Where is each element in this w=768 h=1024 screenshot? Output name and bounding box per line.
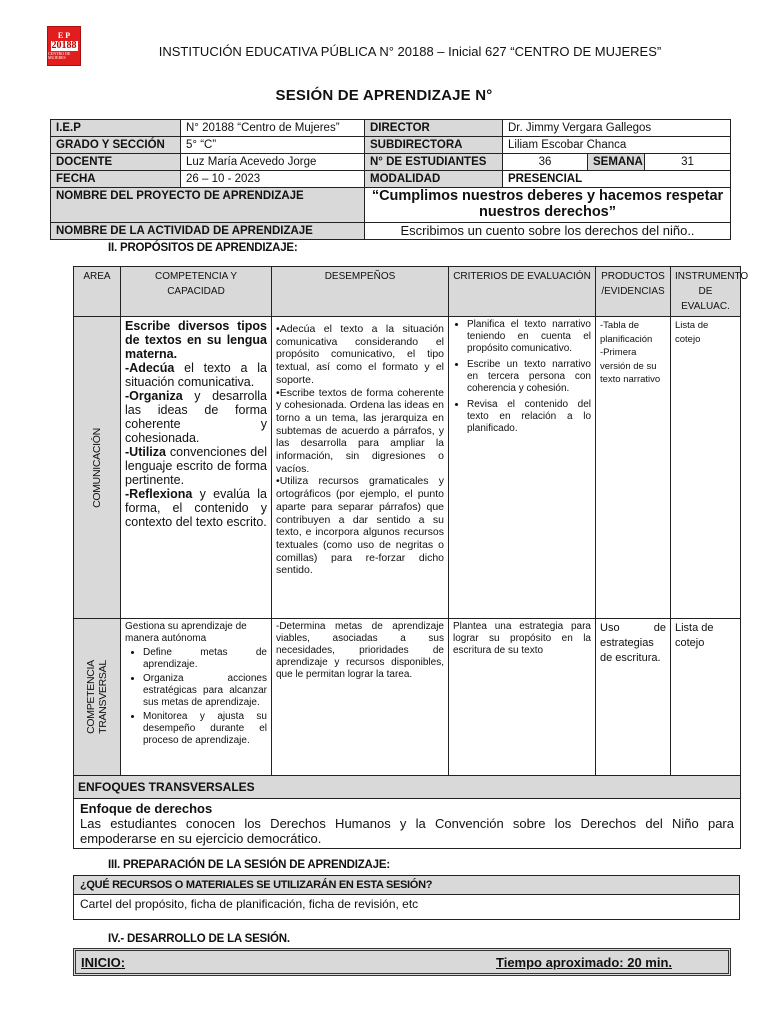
desempeno-item: •Escribe textos de forma coherente y cohesionada. Ordena las ideas en torno a un tema, las jerarquiza en subtemas de acuerdo a párrafos, y las desarrolla para ampliar la información, sin digresiones o vacíos. (276, 386, 444, 475)
area-transversal (74, 619, 121, 776)
header-competencia: COMPETENCIA Y CAPACIDAD (121, 267, 272, 317)
estudiantes-value: 36 (503, 154, 588, 171)
grado-value: 5° “C” (181, 137, 365, 154)
fecha-label: FECHA (51, 171, 181, 188)
cap-utiliza-bold: -Utiliza (125, 445, 166, 459)
desempeno-transversal: -Determina metas de aprendizaje viables, asociadas a sus necesidades, prioridades de aprendizaje y recursos disponibles, que le permitan lograr la tarea. (272, 619, 449, 776)
fecha-value: 26 – 10 - 2023 (181, 171, 365, 188)
docente-value: Luz María Acevedo Jorge (181, 154, 365, 171)
header-instrumento: INSTRUMENTO DE EVALUAC. (671, 267, 741, 317)
modalidad-label: MODALIDAD (365, 171, 503, 188)
purposes-table (73, 266, 749, 849)
proyecto-label: NOMBRE DEL PROYECTO DE APRENDIZAJE (51, 188, 365, 223)
estudiantes-label: N° DE ESTUDIANTES (365, 154, 503, 171)
area-transversal-l1: COMPETENCIA (85, 660, 97, 734)
iep-label: I.E.P (51, 120, 181, 137)
criterios-comunicacion (449, 317, 596, 619)
header-desempenos: DESEMPEÑOS (272, 267, 449, 317)
header-area: AREA (74, 267, 121, 317)
section-2-title: II. PROPÓSITOS DE APRENDIZAJE: (108, 242, 298, 254)
competencia-transversal-title: Gestiona su aprendizaje de manera autónoma (125, 621, 247, 644)
capacidad-item: • Monitorea y ajusta su desempeño durante el proceso de aprendizaje. (143, 711, 267, 747)
actividad-value: Escribimos un cuento sobre los derechos del niño.. (365, 223, 731, 240)
header-productos: PRODUCTOS /EVIDENCIAS (596, 267, 671, 317)
desempeno-item: •Adecúa el texto a la situación comunicativa considerando el propósito comunicativo, el tipo textual, así como el formato y el soporte. (276, 323, 444, 386)
competencia-title: Escribe diversos tipos de textos en su lengua materna. (125, 319, 267, 361)
producto-transversal: Uso de estrategias de escritura. (596, 619, 671, 776)
docente-label: DOCENTE (51, 154, 181, 171)
enfoques-header: ENFOQUES TRANSVERSALES (74, 776, 741, 799)
criterio-item: • Revisa el contenido del texto en relación a lo planificado. (467, 399, 591, 435)
productos-comunicacion (596, 317, 671, 619)
logo-text-bottom: CENTRO DE MUJERES (48, 51, 71, 60)
competencia-transversal (121, 619, 272, 776)
desempeno-item: •Utiliza recursos gramaticales y ortográficos (por ejemplo, el punto aparte para separar párrafos) que contribuyen a dar sentido a su texto, e incorpora algunos recursos textuales (como uso de negritas o comillas) para re-forzar dicho sentido. (276, 475, 444, 577)
grado-label: GRADO Y SECCIÓN (51, 137, 181, 154)
area-transversal-label (85, 660, 109, 734)
producto-item: -Tabla de planificación (600, 320, 653, 345)
proyecto-value: “Cumplimos nuestros deberes y hacemos respetar nuestros derechos” (365, 188, 731, 223)
info-table (50, 119, 731, 240)
cap-reflexiona-text: y evalúa la forma, el contenido y contexto del texto escrito. (125, 487, 267, 529)
criterio-item: • Planifica el texto narrativo teniendo en cuenta el propósito comunicativo. (467, 319, 591, 355)
cap-adecua-text: el texto a la situación comunicativa. (125, 361, 267, 389)
section-3-title: III. PREPARACIÓN DE LA SESIÓN DE APRENDIZAJE: (108, 859, 390, 871)
resources-table (73, 875, 740, 920)
desempenos-comunicacion (272, 317, 449, 619)
director-value: Dr. Jimmy Vergara Gallegos (503, 120, 731, 137)
semana-value: 31 (645, 154, 731, 171)
header-criterios: CRITERIOS DE EVALUACIÓN (449, 267, 596, 317)
cap-reflexiona-bold: -Reflexiona (125, 487, 193, 501)
enfoque-derechos (74, 799, 741, 849)
school-logo (47, 26, 81, 66)
resources-answer: Cartel del propósito, ficha de planificación, ficha de revisión, etc (74, 895, 740, 920)
actividad-label: NOMBRE DE LA ACTIVIDAD DE APRENDIZAJE (51, 223, 365, 240)
section-4-title: IV.- DESARROLLO DE LA SESIÓN. (108, 933, 290, 945)
instrumento-transversal: Lista de cotejo (671, 619, 741, 776)
area-comunicacion (74, 317, 121, 619)
cap-organiza-bold: -Organiza (125, 389, 183, 403)
director-label: DIRECTOR (365, 120, 503, 137)
enfoque-text: Las estudiantes conocen los Derechos Humanos y la Convención sobre los Derechos del Niño para empoderarse en su ejercicio democrático. (80, 816, 734, 846)
area-comunicacion-label: COMUNICACIÓN (91, 427, 103, 508)
capacidad-item: • Define metas de aprendizaje. (143, 647, 267, 671)
cap-organiza-text: y desarrolla las ideas de forma coherente y cohesionada. (125, 389, 267, 445)
session-title: SESIÓN DE APRENDIZAJE N° (275, 87, 493, 104)
logo-text-number: 20188 (51, 40, 77, 51)
inicio-label: INICIO: (81, 955, 126, 970)
capacidad-item: • Organiza acciones estratégicas para alcanzar sus metas de aprendizaje. (143, 673, 267, 709)
inicio-bar (73, 948, 731, 976)
enfoque-title: Enfoque de derechos (80, 801, 213, 816)
subdirectora-value: Liliam Escobar Chanca (503, 137, 731, 154)
cap-adecua-bold: -Adecúa (125, 361, 175, 375)
cap-utiliza-text: convenciones del lenguaje escrito de forma pertinente. (125, 445, 267, 487)
tiempo-label: Tiempo aproximado: 20 min. (496, 955, 673, 970)
iep-value: N° 20188 “Centro de Mujeres” (181, 120, 365, 137)
area-transversal-l2: TRANSVERSAL (97, 660, 109, 734)
producto-item: -Primera versión de su texto narrativo (600, 347, 661, 385)
modalidad-value: PRESENCIAL (503, 171, 731, 188)
criterio-transversal: Plantea una estrategia para lograr su propósito en la escritura de su texto (449, 619, 596, 776)
semana-label: SEMANA (588, 154, 645, 171)
resources-question: ¿QUÉ RECURSOS O MATERIALES SE UTILIZARÁN EN ESTA SESIÓN? (74, 876, 740, 895)
criterio-item: • Escribe un texto narrativo en tercera persona con coherencia y cohesión. (467, 359, 591, 395)
institution-name: INSTITUCIÓN EDUCATIVA PÚBLICA N° 20188 – Inicial 627 “CENTRO DE MUJERES” (158, 44, 662, 59)
logo-text-top: E P (57, 31, 71, 40)
competencia-comunicacion (121, 317, 272, 619)
instrumento-comunicacion: Lista de cotejo (671, 317, 741, 619)
subdirectora-label: SUBDIRECTORA (365, 137, 503, 154)
